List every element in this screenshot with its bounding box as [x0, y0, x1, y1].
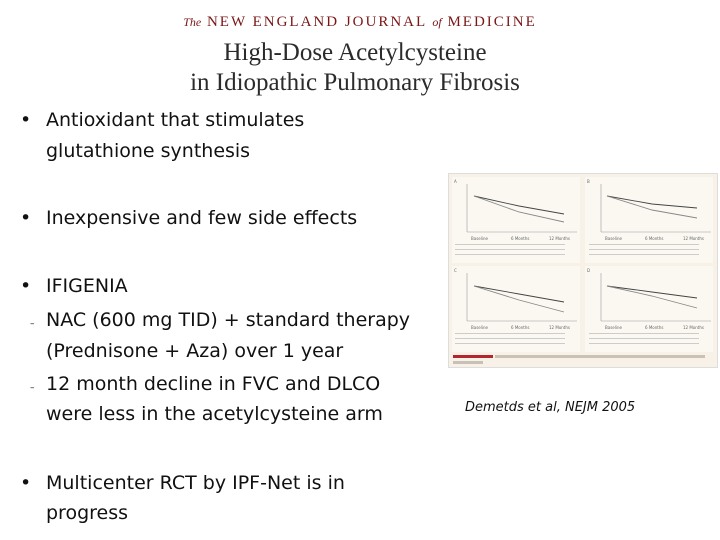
figure-caption — [453, 355, 705, 364]
x-tick: 12 Months — [549, 236, 570, 241]
bullet-glyph: • — [20, 109, 32, 131]
masthead-of: of — [432, 15, 442, 29]
x-tick: Baseline — [471, 236, 488, 241]
bullet-text-line-2: progress — [46, 502, 129, 524]
x-tick: 6 Months — [645, 236, 664, 241]
x-tick: Baseline — [605, 325, 622, 330]
x-tick: 12 Months — [683, 236, 704, 241]
panel-label-a: A — [454, 179, 457, 184]
slide-title — [120, 38, 590, 98]
x-tick: 6 Months — [511, 325, 530, 330]
masthead-main: NEW ENGLAND JOURNAL — [206, 14, 427, 30]
title-line-2: in Idiopathic Pulmonary Fibrosis — [190, 69, 520, 96]
panel-a — [452, 177, 580, 263]
figure-panels — [449, 174, 717, 367]
panel-label-d: D — [587, 268, 591, 273]
study-figure-thumbnail — [448, 173, 718, 368]
sub-bullet-glyph: – — [30, 383, 35, 393]
panel-label-c: C — [454, 268, 457, 273]
bullet-text-line-1: Multicenter RCT by IPF-Net is in — [46, 472, 345, 494]
bullet-text-line-1: Antioxidant that stimulates — [46, 109, 305, 131]
panel-d — [585, 266, 713, 352]
sub-bullet-text-line-1: NAC (600 mg TID) + standard therapy — [46, 309, 411, 331]
bullet-glyph: • — [20, 275, 32, 297]
panel-label-b: B — [587, 179, 590, 184]
x-tick: 12 Months — [683, 325, 704, 330]
title-line-1: High-Dose Acetylcysteine — [223, 39, 487, 66]
bullet-text-line-2: glutathione synthesis — [46, 140, 251, 162]
bullet-glyph: • — [20, 472, 32, 494]
bullet-glyph: • — [20, 207, 32, 229]
sub-bullet-text-line-2: (Prednisone + Aza) over 1 year — [46, 340, 344, 362]
bullet-text: IFIGENIA — [46, 275, 128, 297]
panel-c — [452, 266, 580, 352]
x-tick: 12 Months — [549, 325, 570, 330]
masthead — [0, 14, 720, 31]
masthead-end: MEDICINE — [447, 14, 537, 30]
x-tick: Baseline — [605, 236, 622, 241]
x-tick: 6 Months — [645, 325, 664, 330]
panel-b — [585, 177, 713, 263]
sub-bullet-text-line-2: were less in the acetylcysteine arm — [46, 403, 383, 425]
citation: Demetds et al, NEJM 2005 — [465, 400, 636, 415]
x-tick: 6 Months — [511, 236, 530, 241]
sub-bullet-glyph: – — [30, 319, 35, 329]
bullet-text: Inexpensive and few side effects — [46, 207, 358, 229]
sub-bullet-text-line-1: 12 month decline in FVC and DLCO — [46, 373, 381, 395]
masthead-prefix: The — [183, 15, 202, 29]
x-tick: Baseline — [471, 325, 488, 330]
